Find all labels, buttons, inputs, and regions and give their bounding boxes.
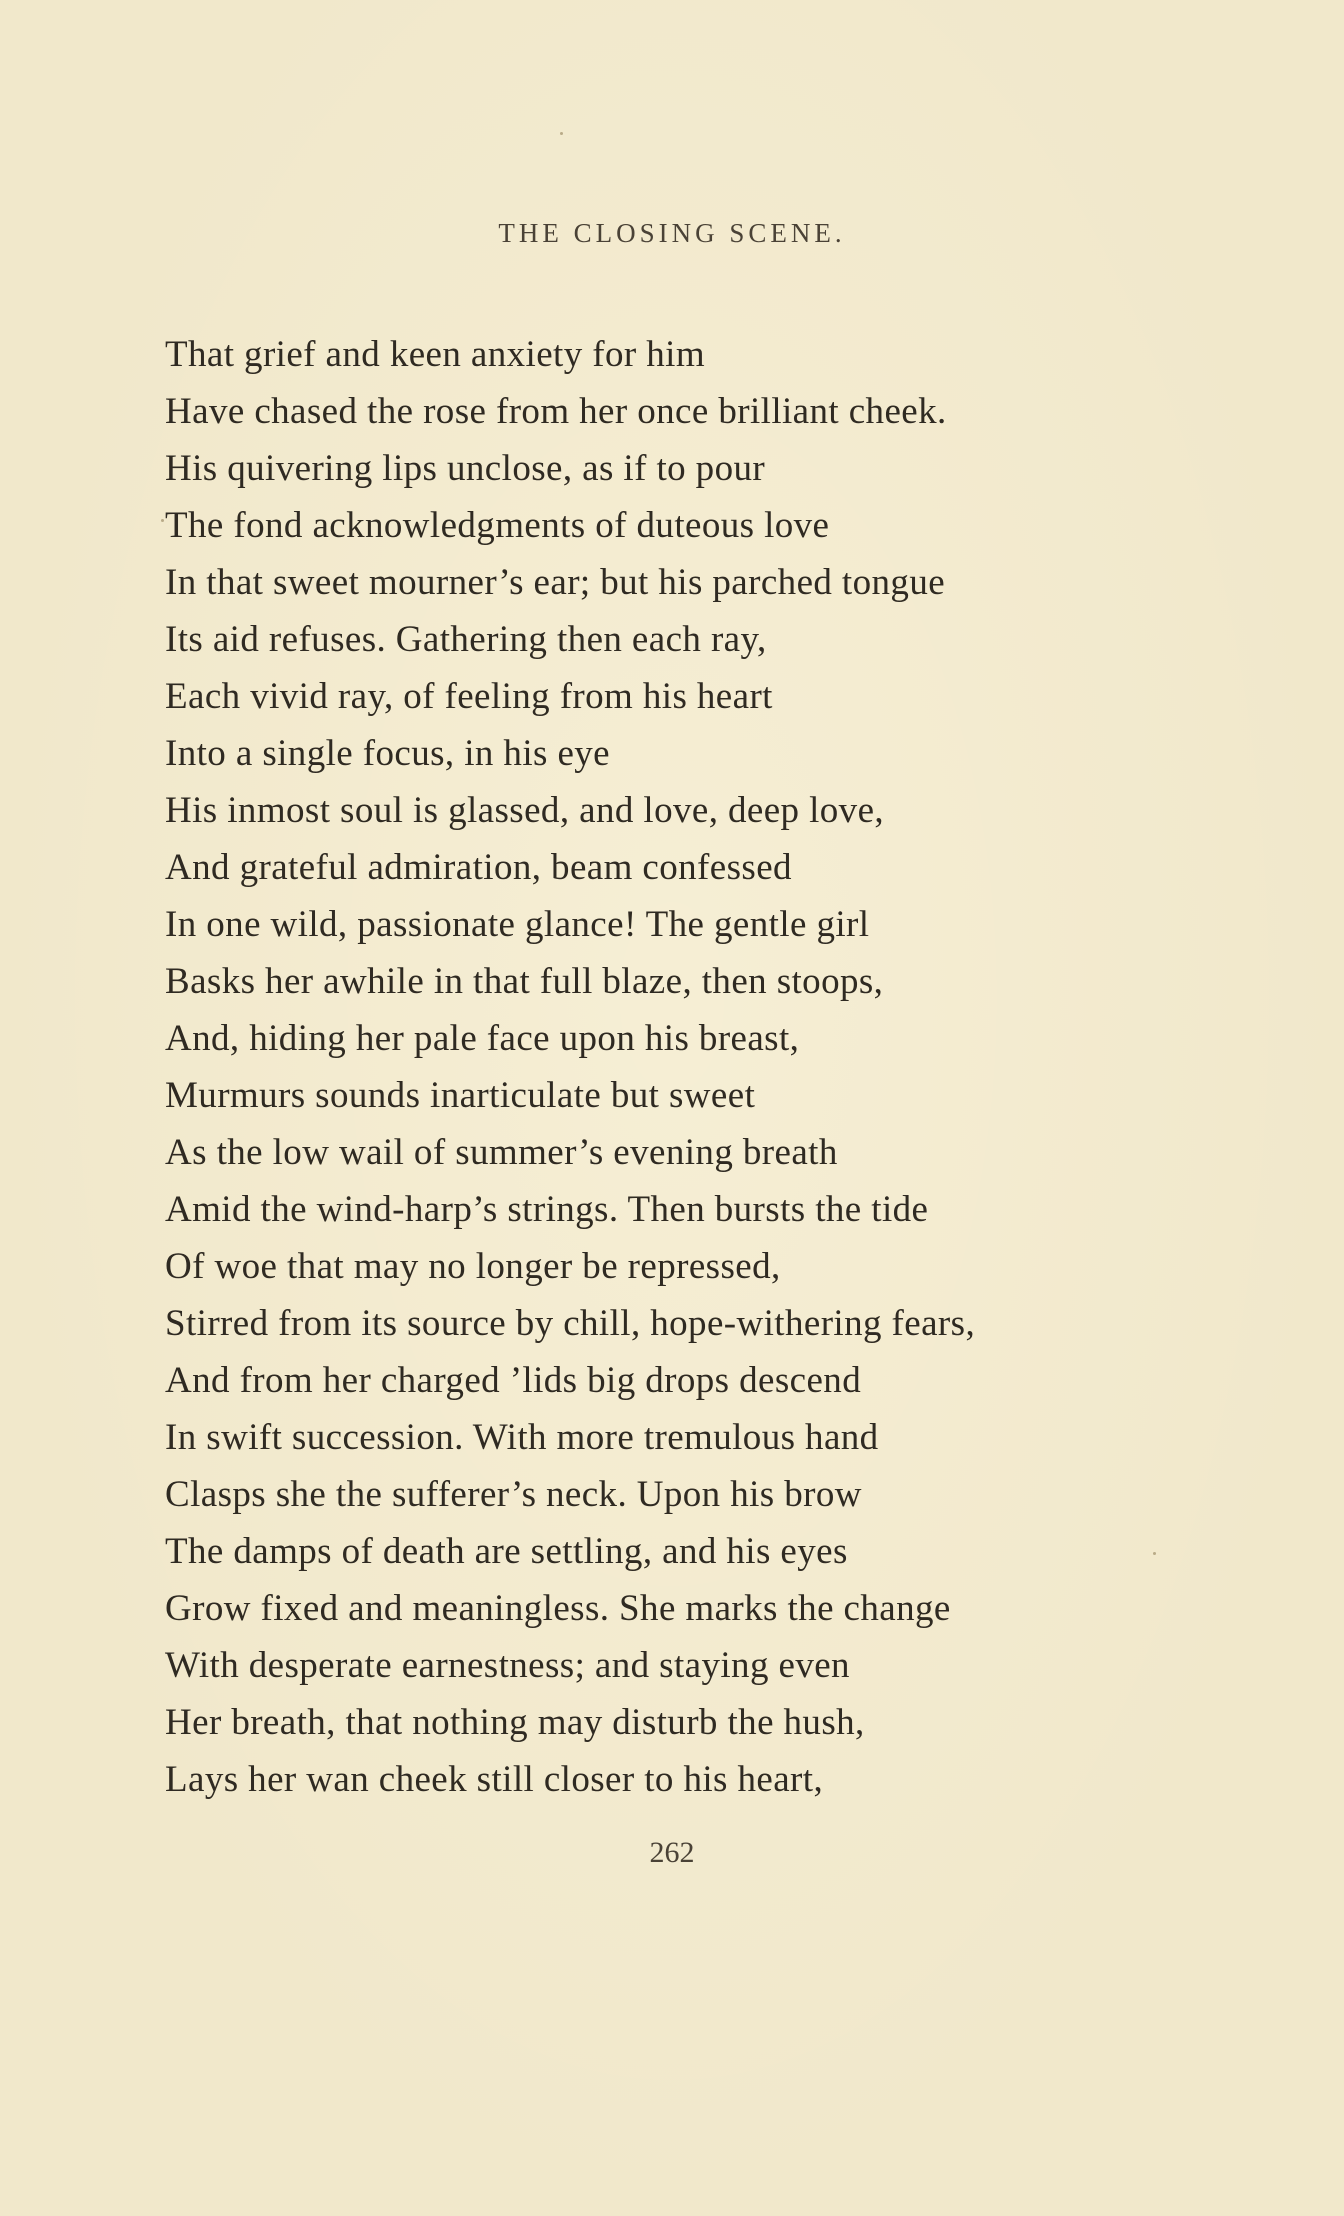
poem-line: Grow fixed and meaningless. She marks the change <box>165 1588 951 1629</box>
poem-line: Of woe that may no longer be repressed, <box>165 1246 781 1287</box>
poem-line: And from her charged ’lids big drops descend <box>165 1360 862 1401</box>
paper-speck <box>161 519 164 522</box>
poem-line: Amid the wind-harp’s strings. Then bursts the tide <box>165 1189 929 1230</box>
poem-line: As the low wail of summer’s evening breath <box>165 1132 838 1173</box>
poem-text <box>165 326 1265 1808</box>
running-title: THE CLOSING SCENE. <box>498 218 846 248</box>
poem-line: The fond acknowledgments of duteous love <box>165 505 830 546</box>
poem-line: Murmurs sounds inarticulate but sweet <box>165 1075 756 1116</box>
poem-line: And grateful admiration, beam confessed <box>165 847 792 888</box>
poem-line: Basks her awhile in that full blaze, then stoops, <box>165 961 884 1002</box>
poem-line: Each vivid ray, of feeling from his heart <box>165 676 773 717</box>
poem-line: In swift succession. With more tremulous hand <box>165 1417 879 1458</box>
poem-line: His inmost soul is glassed, and love, deep love, <box>165 790 885 831</box>
poem-line: Her breath, that nothing may disturb the hush, <box>165 1702 865 1743</box>
poem-line: Lays her wan cheek still closer to his heart, <box>165 1759 824 1800</box>
poem-line: Have chased the rose from her once brilliant cheek. <box>165 391 947 432</box>
poem-line: His quivering lips unclose, as if to pour <box>165 448 766 489</box>
page-number: 262 <box>649 1836 695 1869</box>
poem-line: Clasps she the sufferer’s neck. Upon his brow <box>165 1474 862 1515</box>
poem-line: Into a single focus, in his eye <box>165 733 610 774</box>
poem-line: That grief and keen anxiety for him <box>165 334 706 375</box>
poem-line: The damps of death are settling, and his eyes <box>165 1531 848 1572</box>
poem-line: And, hiding her pale face upon his breast, <box>165 1018 800 1059</box>
poem-line: Its aid refuses. Gathering then each ray, <box>165 619 767 660</box>
paper-speck <box>560 132 563 135</box>
poem-line: In that sweet mourner’s ear; but his parched tongue <box>165 562 946 603</box>
poem-line: With desperate earnestness; and staying even <box>165 1645 850 1686</box>
poem-line: Stirred from its source by chill, hope-withering fears, <box>165 1303 976 1344</box>
poem-line: In one wild, passionate glance! The gentle girl <box>165 904 870 945</box>
